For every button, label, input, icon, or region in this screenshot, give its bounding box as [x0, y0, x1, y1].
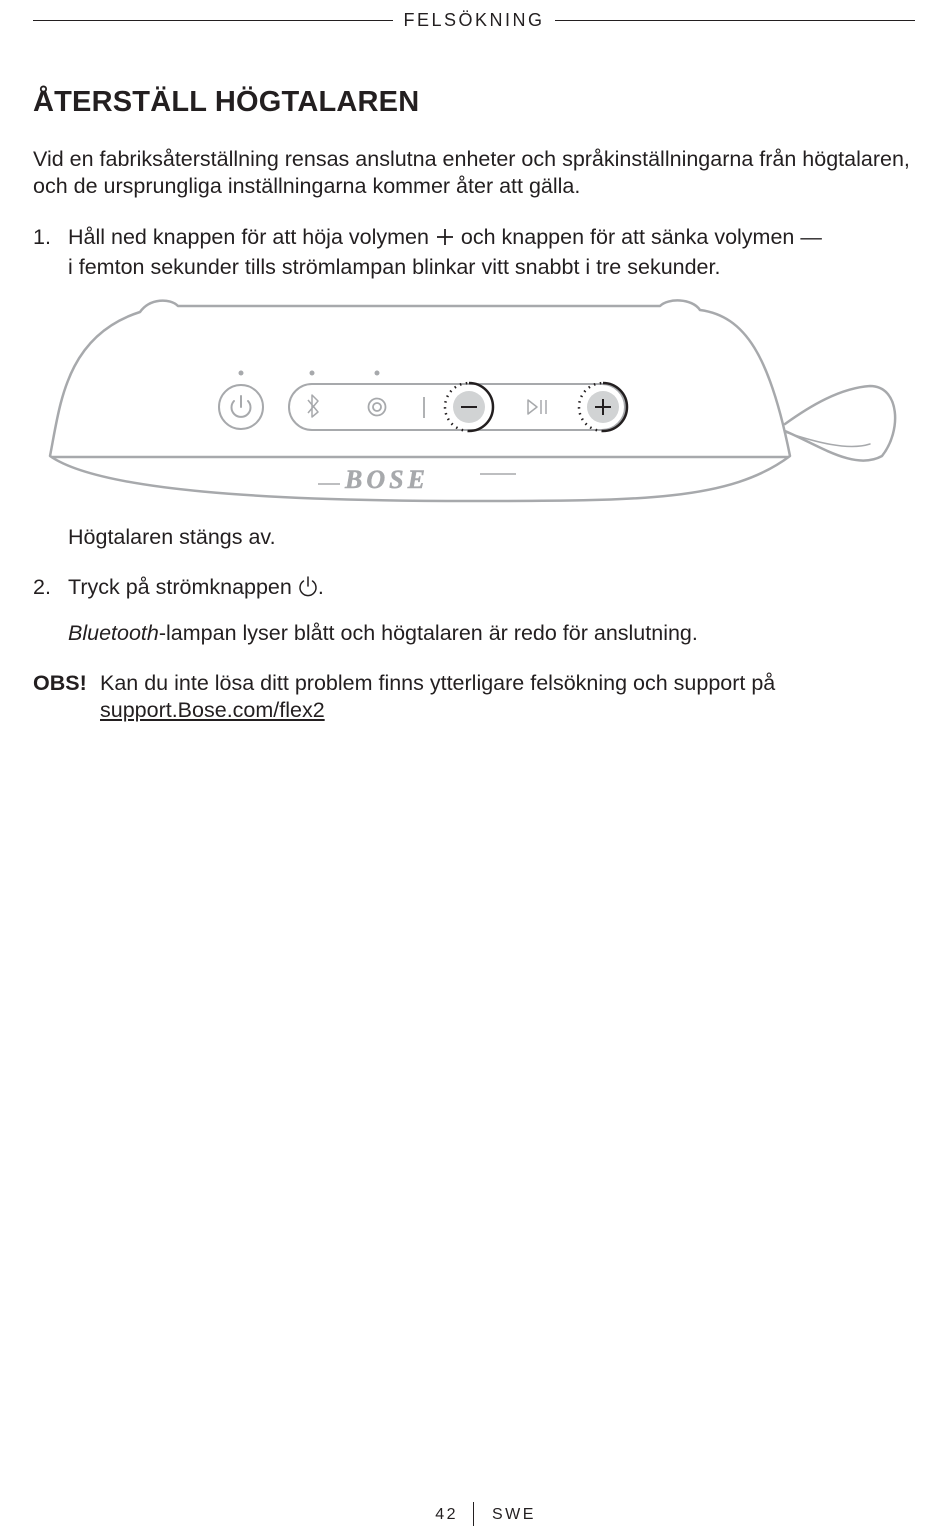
shortcut-indicator-light [375, 371, 380, 376]
step-2-text-main: Tryck på strömknappen [68, 575, 292, 599]
svg-text:BOSE: BOSE [345, 465, 429, 494]
section-header [33, 8, 915, 32]
step-2-text [68, 574, 908, 604]
step-1-text-line2: i femton sekunder tills strömlampan blinkar vitt snabbt i tre sekunder. [68, 255, 721, 279]
footer-divider [473, 1502, 474, 1526]
step-1-result: Högtalaren stängs av. [68, 525, 276, 549]
volume-down-icon [445, 383, 493, 431]
power-indicator-light [239, 371, 244, 376]
page-title: ÅTERSTÄLL HÖGTALAREN [33, 86, 420, 118]
support-link[interactable]: support.Bose.com/flex2 [100, 698, 325, 722]
step-2-text-end: . [317, 575, 324, 599]
step-2-result [68, 620, 908, 647]
note-label: OBS! [33, 671, 87, 695]
bluetooth-icon [308, 395, 318, 417]
note-text [100, 670, 900, 724]
note-body: Kan du inte lösa ditt problem finns ytterligare felsökning och support på [100, 671, 776, 695]
header-rule-right [555, 20, 915, 21]
intro-paragraph: Vid en fabriksåterställning rensas anslutna enheter och språkinställningarna från högtalaren, och de ursprungliga inställningarna kommer åter att gälla. [33, 147, 910, 198]
step-1-number: 1. [33, 225, 51, 249]
page-footer [0, 1500, 950, 1530]
bluetooth-indicator-light [310, 371, 315, 376]
shortcut-icon [369, 399, 386, 416]
speaker-loop-strap [785, 386, 895, 461]
play-pause-icon [528, 400, 546, 414]
plus-icon [435, 227, 455, 254]
step-1-text-part2: och knappen för att sänka volymen — [460, 225, 822, 249]
language-code: SWE [492, 1506, 536, 1523]
power-icon [298, 575, 318, 604]
step-2-result-rest: -lampan lyser blått och högtalaren är redo för anslutning. [158, 621, 698, 645]
step-1-text [68, 224, 908, 281]
step-2-number: 2. [33, 575, 51, 599]
step-1-text-part1: Håll ned knappen för att höja volymen [68, 225, 429, 249]
header-rule-left [33, 20, 393, 21]
volume-up-icon [579, 383, 627, 431]
bluetooth-label: Bluetooth [68, 621, 159, 645]
page-number: 42 [435, 1506, 458, 1523]
section-title: FELSÖKNING [403, 9, 545, 30]
speaker-illustration [40, 296, 910, 506]
power-button-illustration [219, 385, 263, 429]
bose-logo [318, 465, 516, 494]
